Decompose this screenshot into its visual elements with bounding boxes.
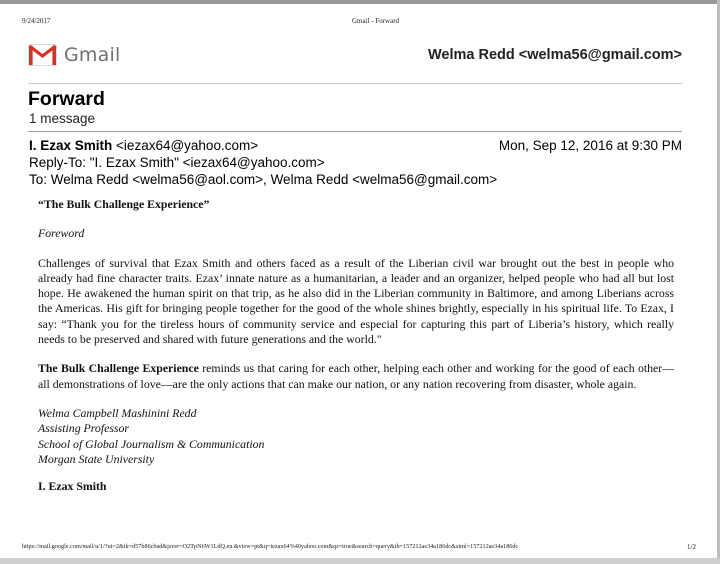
sender — [29, 138, 258, 153]
signature-name: Welma Campbell Mashinini Redd — [38, 405, 197, 420]
print-header-title: Gmail - Forward — [352, 17, 400, 25]
signature-title: Assisting Professor — [38, 421, 129, 436]
message-count: 1 message — [29, 111, 96, 126]
reply-to: Reply-To: "I. Ezax Smith" <iezax64@yahoo.com> — [29, 155, 325, 170]
account-email: Welma Redd <welma56@gmail.com> — [427, 47, 682, 63]
sender-name: I. Ezax Smith — [29, 138, 113, 153]
body-paragraph-2 — [38, 361, 674, 392]
signature-school: School of Global Journalism & Communication — [38, 436, 265, 451]
header-divider — [28, 83, 682, 84]
message-body — [38, 197, 674, 494]
paragraph-2-text: reminds us that caring for each other, helping each other and working for the good of each other—all demonstrations of love—are the only actions that can make our nation, or any nation recovering from disaster, whole again. — [38, 361, 675, 391]
closing-name: I. Ezax Smith — [38, 479, 107, 494]
print-footer-url: https://mail.google.com/mail/u/1/?ui=2&ik=d57b86cbad&jsver=O2TpN6W1LdQ.en.&view=pt&q=iezax64%40yahoo.com&qs=true&search=query&th=157212ae34a186dc&siml=157212ae34a186dc — [22, 543, 519, 550]
bottom-border — [0, 558, 720, 564]
message-date: Mon, Sep 12, 2016 at 9:30 PM — [498, 138, 682, 153]
gmail-m-icon — [28, 44, 57, 66]
top-border — [0, 0, 720, 4]
book-title: The Bulk Challenge Experience — [38, 361, 199, 376]
subject-divider — [28, 131, 682, 132]
signature-block — [38, 406, 674, 467]
print-header-date: 9/24/2017 — [22, 17, 51, 25]
body-paragraph-1: Challenges of survival that Ezax Smith and others faced as a result of the Liberian civil war brought out the best in people who already had fine character traits. Ezax’ innate nature as a humanitarian, a leader and an organizer, helped people who had all but lost hope. He awakened the human spirit on that trip, as he also did in the Liberian community in Baltimore, and among Liberians across the Americas. His gift for bringing people together for the good of the whole shines brightly, especially in his spiritual life. To Ezax, I say: “Thank you for the tireless hours of community service and especial for capturing this part of Liberia’s history, which really needs to be preserved and shared with future generations and the world." — [38, 255, 674, 347]
recipients: To: Welma Redd <welma56@aol.com>, Welma Redd <welma56@gmail.com> — [29, 172, 498, 187]
gmail-logo[interactable] — [28, 44, 120, 66]
print-footer-page: 1/2 — [687, 543, 696, 551]
signature-university: Morgan State University — [38, 451, 155, 466]
gmail-wordmark: Gmail — [64, 44, 121, 66]
sender-email: <iezax64@yahoo.com> — [116, 138, 259, 153]
body-title: “The Bulk Challenge Experience” — [38, 197, 210, 211]
thread-subject: Forward — [28, 88, 105, 110]
body-foreword: Foreword — [38, 226, 85, 241]
